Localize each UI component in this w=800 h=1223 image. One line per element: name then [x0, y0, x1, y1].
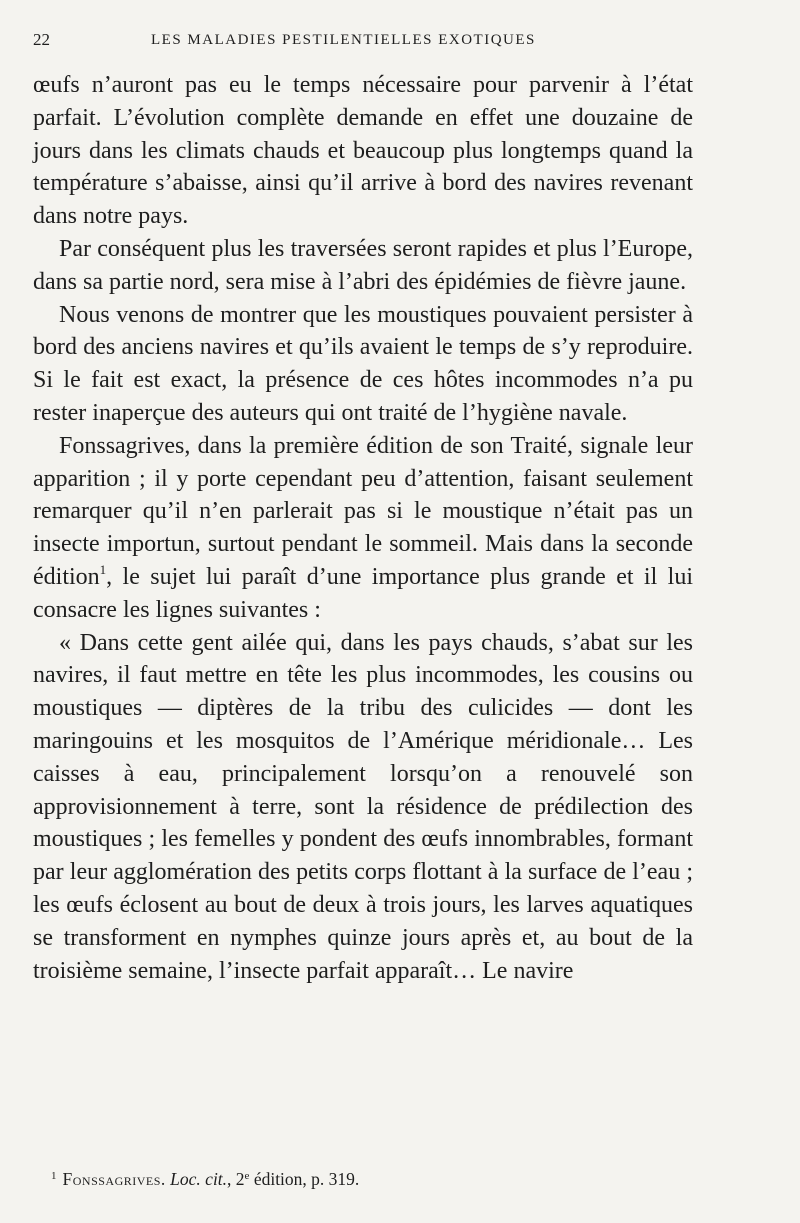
footnote-edition-suffix: e — [244, 1170, 250, 1182]
paragraph-with-footnote — [33, 430, 693, 627]
book-page — [33, 0, 693, 1223]
paragraph-continued: œufs n’auront pas eu le temps nécessaire pour parvenir à l’état parfait. L’évolution complète demande en effet une douzaine de jours dans les climats chauds et beaucoup plus longtemps quand la température s’abaisse, ainsi qu’il arrive à bord des navires revenant dans notre pays. — [33, 72, 693, 230]
footnote: $^1$ Fonssagrives. Loc. cit., 2e édition, p. 319. — [51, 1169, 360, 1189]
footnote-reference: 1 — [99, 561, 107, 577]
footnote-number: 1 — [51, 1170, 57, 1182]
footnote-edition-rest: édition, p. 319. — [249, 1169, 360, 1189]
footnote-edition-number: 2 — [235, 1169, 245, 1189]
paragraph: Nous venons de montrer que les moustiques pouvaient persister à bord des anciens navires et qu’ils avaient le temps de s’y reproduire. Si le fait est exact, la présence de ces hôtes incommodes n’a pu rester inaperçue des auteurs qui ont traité de l’hygiène navale. — [33, 301, 693, 426]
quoted-paragraph: « Dans cette gent ailée qui, dans les pays chauds, s’abat sur les navires, il faut mettre en tête les plus incommodes, les cousins ou moustiques — diptères de la tribu des culicides — dont les maringouins et les mosquitos de l’Amérique méridionale… Les caisses à eau, principalement lorsqu’on a renouvelé son approvisionnement à terre, sont la résidence de prédilection des moustiques ; les femelles y pondent des œufs innombrables, formant par leur agglomération des petits corps flottant à la surface de l’eau ; les œufs éclosent au bout de deux à trois jours, les larves aquatiques se transforment en nymphes quinze jours après et, au bout de la troisième semaine, l’insecte parfait apparaît… Le navire — [33, 629, 693, 984]
running-title: LES MALADIES PESTILENTIELLES EXOTIQUES — [151, 32, 536, 48]
footnote-work: Loc. cit. — [170, 1169, 228, 1189]
body-text — [33, 69, 693, 987]
footnote-author: Fonssagrives. — [62, 1169, 166, 1189]
paragraph-text: , le sujet lui paraît d’une importance plus grande et il lui consacre les lignes suivantes : — [33, 563, 693, 623]
page-header — [33, 30, 693, 54]
paragraph-text: Fonssagrives, dans la première édition de son Traité, signale leur apparition ; il y porte cependant peu d’attention, faisant seulement remarquer qu’il n’en parlerait pas si le moustique n’était pas un insecte importun, surtout pendant le sommeil. Mais dans la seconde édition — [33, 432, 693, 590]
paragraph: Par conséquent plus les traversées seront rapides et plus l’Europe, dans sa partie nord, sera mise à l’abri des épidémies de fièvre jaune. — [33, 235, 693, 295]
page-number: 22 — [33, 30, 50, 49]
